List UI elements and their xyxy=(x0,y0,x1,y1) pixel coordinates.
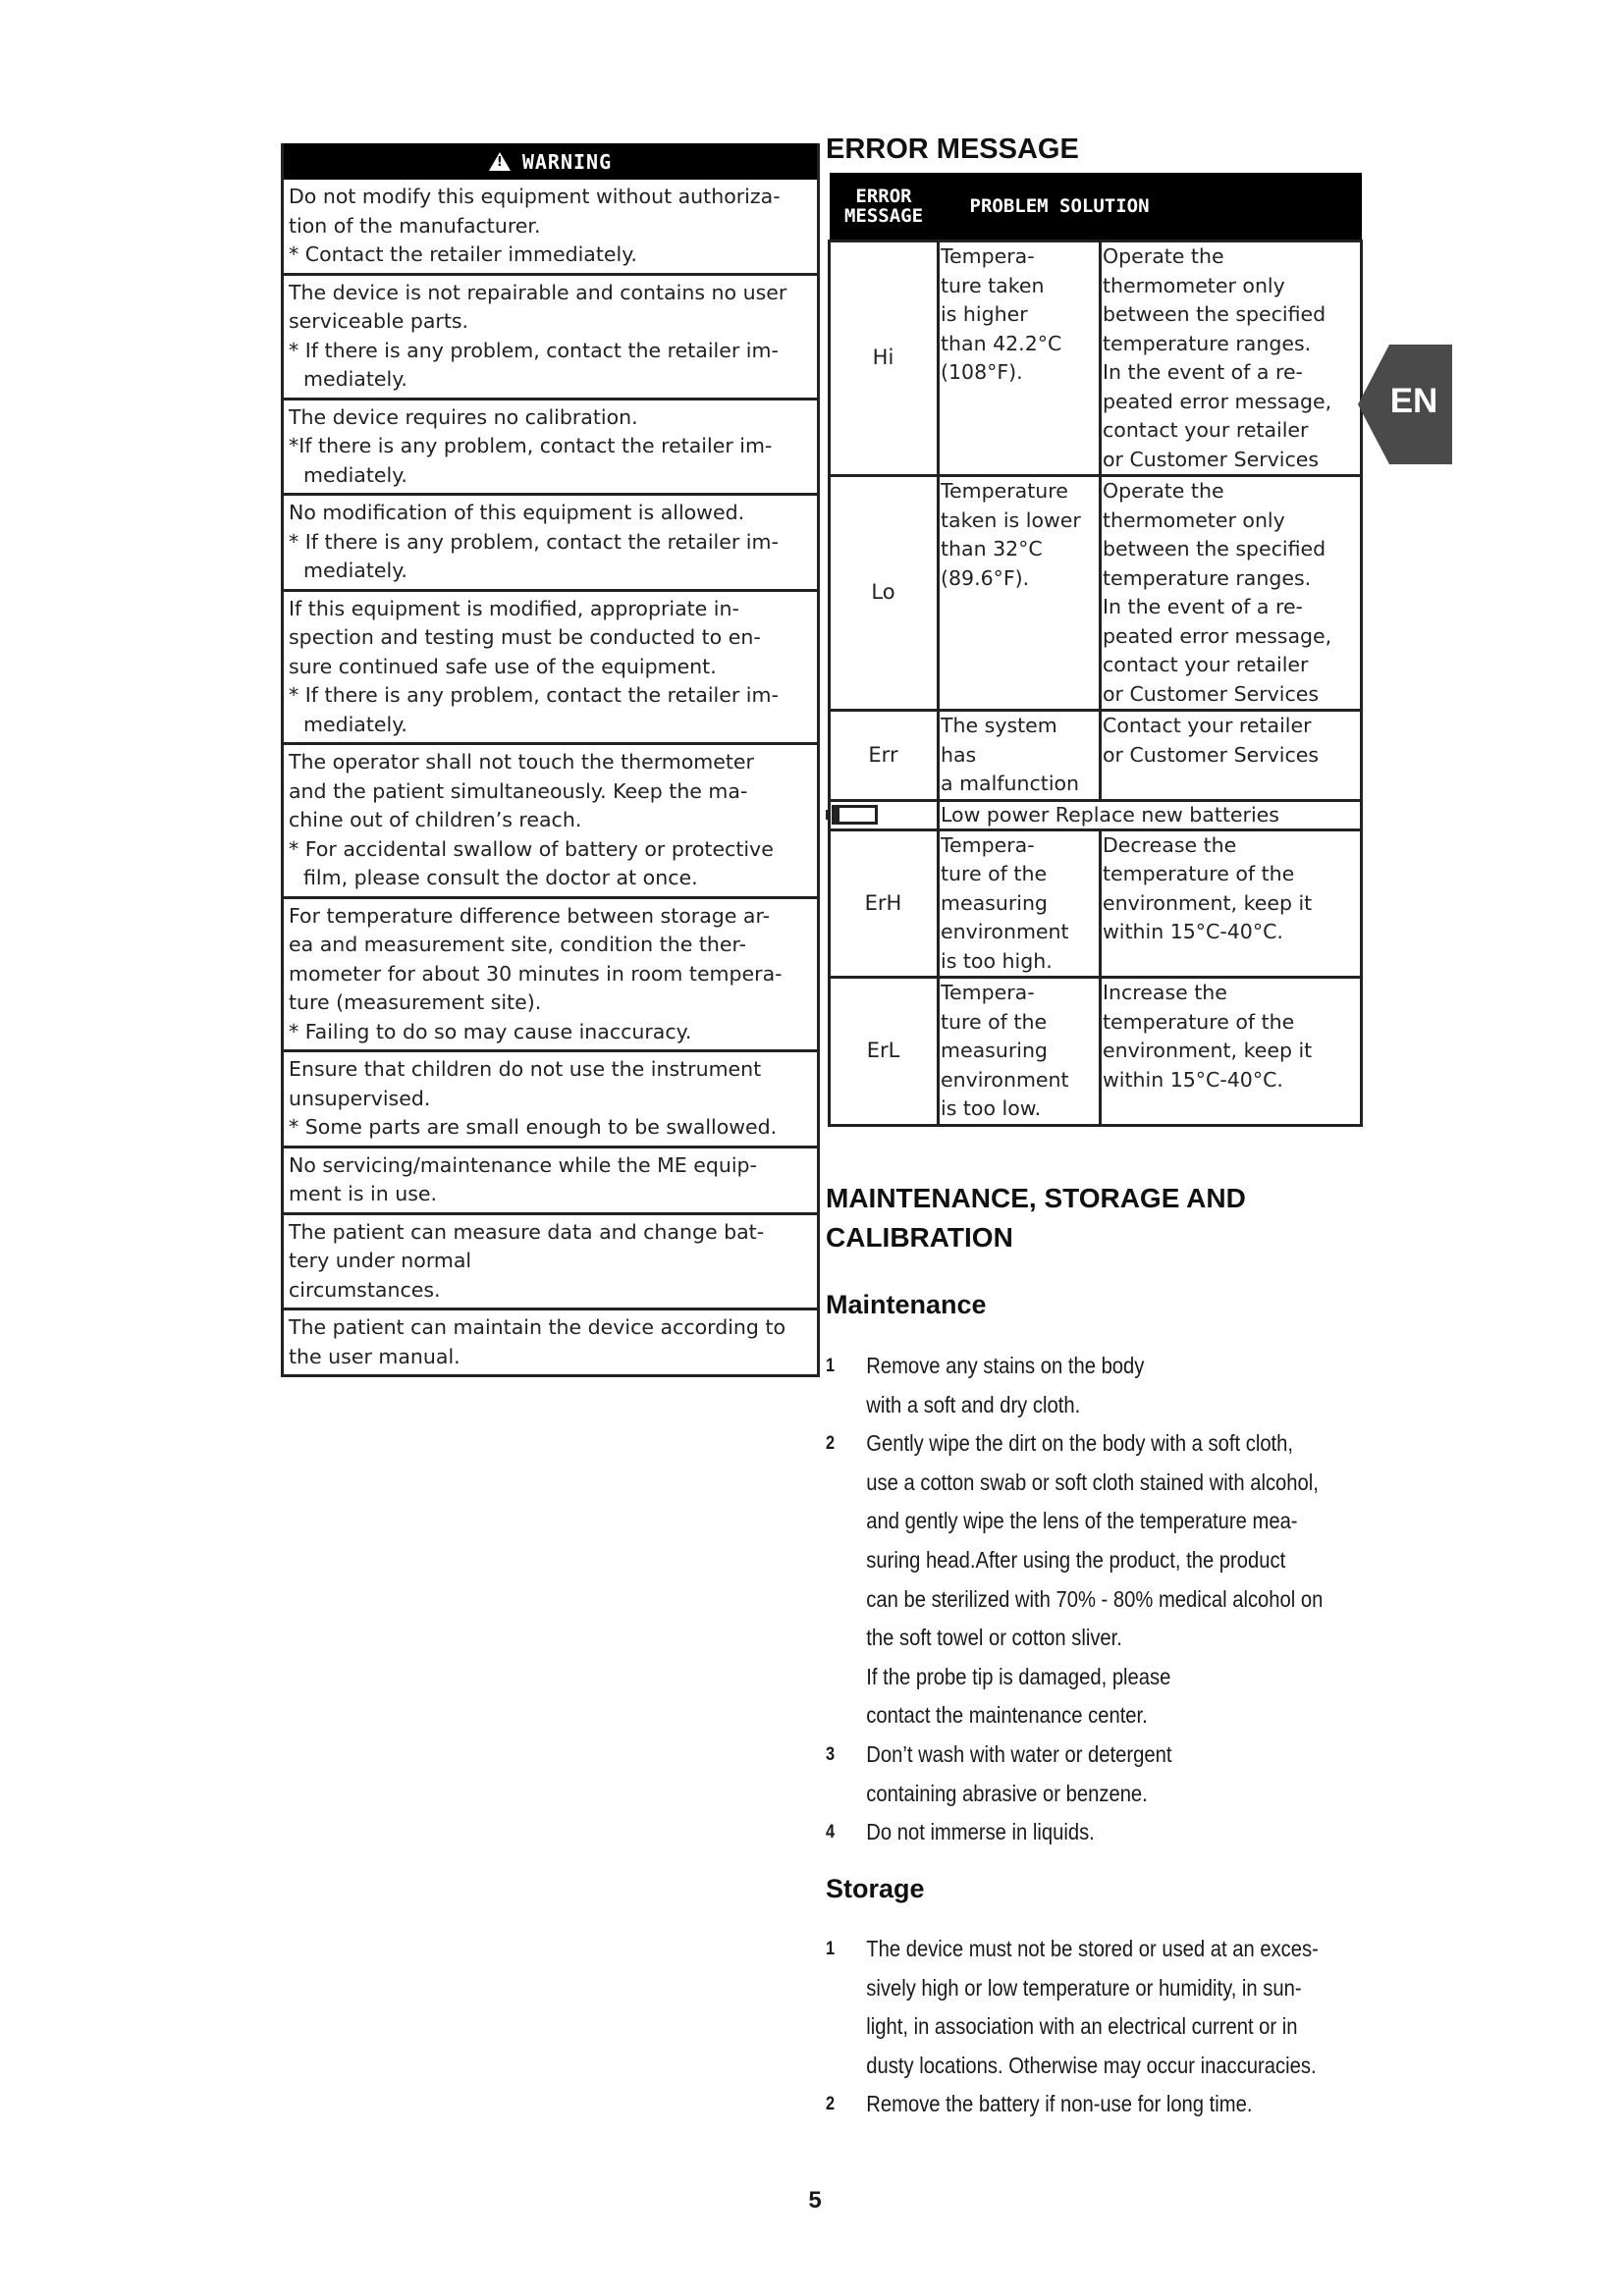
error-problem-cell xyxy=(939,711,1101,801)
solution-line: temperature of the xyxy=(1103,862,1295,885)
problem-line: ture taken xyxy=(941,273,1045,297)
error-code-cell: Hi xyxy=(830,241,939,476)
warning-text-line: * If there is any problem, contact the retailer im- xyxy=(289,683,779,707)
list-item-line: can be sterilized with 70% - 80% medical alcohol on xyxy=(866,1585,1324,1612)
error-solution-cell xyxy=(1101,241,1362,476)
solution-line: between the specified xyxy=(1103,302,1326,326)
problem-line: measuring xyxy=(941,1039,1048,1062)
error-solution-cell xyxy=(1101,978,1362,1126)
storage-heading: Storage xyxy=(826,1874,925,1903)
warning-text-line: * If there is any problem, contact the retailer im- xyxy=(289,529,779,554)
list-item-number: 2 xyxy=(826,1433,836,1455)
warning-row xyxy=(284,398,817,494)
warning-text-line: * Failing to do so may cause inaccuracy. xyxy=(289,1019,692,1043)
warning-row xyxy=(284,1049,817,1146)
warning-text-line: Do not modify this equipment without authoriza- xyxy=(289,185,781,208)
warning-text-line: The patient can maintain the device according to xyxy=(289,1315,786,1339)
list-item-line: contact the maintenance center. xyxy=(866,1702,1148,1729)
battery-icon xyxy=(832,805,878,825)
list-item-line: containing abrasive or benzene. xyxy=(866,1780,1148,1806)
language-tab xyxy=(1358,345,1452,464)
error-table-row xyxy=(830,978,1362,1126)
error-table-row xyxy=(830,800,1362,829)
solution-line: temperature ranges. xyxy=(1103,565,1312,590)
error-solution-cell xyxy=(1101,829,1362,978)
warning-rows xyxy=(284,180,817,1374)
solution-line: temperature of the xyxy=(1103,1009,1295,1034)
problem-line: (108°F). xyxy=(941,360,1023,384)
warning-text-line: No modification of this equipment is allowed. xyxy=(289,501,745,524)
warning-text-line: circumstances. xyxy=(289,1277,441,1302)
list-item-line: Do not immerse in liquids. xyxy=(866,1819,1095,1845)
solution-line: temperature ranges. xyxy=(1103,331,1312,355)
problem-line: measuring xyxy=(941,890,1048,915)
warning-triangle-icon xyxy=(489,152,511,171)
solution-line: Contact your retailer xyxy=(1103,714,1312,737)
error-problem-cell xyxy=(939,241,1101,476)
solution-line: within 15°C-40°C. xyxy=(1103,1067,1283,1092)
list-item xyxy=(826,1735,1299,1813)
solution-line: peated error message, xyxy=(1103,389,1332,413)
warning-text-line: tery under normal xyxy=(289,1249,472,1272)
list-item xyxy=(826,2085,1299,2124)
warning-header xyxy=(284,143,817,180)
list-item xyxy=(826,1930,1319,2085)
warning-text-line: mediately. xyxy=(303,367,407,391)
error-solution-cell xyxy=(1101,476,1362,711)
warning-text-line: Ensure that children do not use the instrument xyxy=(289,1057,762,1081)
warning-text-line: ment is in use. xyxy=(289,1182,438,1205)
problem-line: taken is lower xyxy=(941,507,1081,532)
error-table-header-code: ERROR MESSAGE xyxy=(830,173,939,241)
solution-line: thermometer only xyxy=(1103,507,1285,532)
warning-text-line: mediately. xyxy=(303,559,407,582)
error-message-table xyxy=(828,173,1363,1127)
maintenance-list xyxy=(826,1347,1324,1852)
warning-text-line: film, please consult the doctor at once. xyxy=(303,866,698,889)
warning-text-line: If this equipment is modified, appropriate in- xyxy=(289,596,739,620)
error-code-cell: Lo xyxy=(830,476,939,711)
warning-text-line: The device requires no calibration. xyxy=(289,404,638,429)
solution-line: thermometer only xyxy=(1103,273,1285,297)
warning-text-line: and the patient simultaneously. Keep the ma- xyxy=(289,778,748,803)
list-item xyxy=(826,1424,1324,1735)
list-item-line: light, in association with an electrical current or in xyxy=(866,2013,1298,2040)
error-table-row xyxy=(830,711,1362,801)
error-message-title: ERROR MESSAGE xyxy=(826,133,1079,165)
problem-line: than 42.2°C xyxy=(941,331,1062,355)
warning-row xyxy=(284,1308,817,1374)
error-problem-cell xyxy=(939,829,1101,978)
list-item-number: 2 xyxy=(826,2094,836,2115)
list-item-line: Remove any stains on the body xyxy=(866,1353,1145,1378)
error-code-cell: ErL xyxy=(830,978,939,1126)
problem-line: a malfunction xyxy=(941,772,1080,795)
problem-line: (89.6°F). xyxy=(941,565,1030,590)
list-item xyxy=(826,1813,1299,1852)
solution-line: contact your retailer xyxy=(1103,653,1309,676)
list-item-number: 4 xyxy=(826,1822,836,1843)
solution-line: In the event of a re- xyxy=(1103,595,1303,618)
error-code-cell xyxy=(830,800,939,829)
warning-row xyxy=(284,589,817,743)
solution-line: contact your retailer xyxy=(1103,418,1309,442)
problem-line: is too high. xyxy=(941,948,1053,973)
warning-text-line: For temperature difference between storage ar- xyxy=(289,903,770,928)
warning-text-line: The device is not repairable and contains no user xyxy=(289,280,787,304)
solution-line: Decrease the xyxy=(1103,832,1237,857)
list-item-line: and gently wipe the lens of the temperature mea- xyxy=(866,1508,1298,1534)
warning-text-line: * If there is any problem, contact the retailer im- xyxy=(289,338,779,362)
warning-row xyxy=(284,180,817,273)
list-item-line: sively high or low temperature or humidity, in sun- xyxy=(866,1974,1302,2001)
warning-text-line: sure continued safe use of the equipment. xyxy=(289,654,717,678)
warning-row xyxy=(284,896,817,1050)
error-code-cell: Err xyxy=(830,711,939,801)
problem-line: has xyxy=(941,742,977,767)
maintenance-heading: Maintenance xyxy=(826,1290,987,1319)
warning-text-line: mometer for about 30 minutes in room tempera- xyxy=(289,961,783,986)
solution-line: environment, keep it xyxy=(1103,890,1313,915)
language-tab-label: EN xyxy=(1389,382,1438,420)
solution-line: In the event of a re- xyxy=(1103,360,1303,384)
solution-line: or Customer Services xyxy=(1103,681,1320,706)
solution-line: or Customer Services xyxy=(1103,742,1320,767)
warning-text-line: unsupervised. xyxy=(289,1086,431,1110)
error-table-row xyxy=(830,241,1362,476)
list-item-line: If the probe tip is damaged, please xyxy=(866,1663,1171,1689)
solution-line: within 15°C-40°C. xyxy=(1103,920,1283,943)
warning-text-line: *If there is any problem, contact the retailer im- xyxy=(289,434,773,457)
warning-text-line: mediately. xyxy=(303,712,407,736)
warning-row xyxy=(284,273,817,398)
problem-line: environment xyxy=(941,920,1069,943)
error-problem-cell xyxy=(939,476,1101,711)
problem-line: than 32°C xyxy=(941,537,1043,561)
error-table-header-problem-solution: PROBLEM SOLUTION xyxy=(939,173,1362,241)
list-item-line: Don’t wash with water or detergent xyxy=(866,1740,1172,1767)
warning-table xyxy=(281,143,820,1377)
solution-line: peated error message, xyxy=(1103,623,1332,648)
solution-line: Operate the xyxy=(1103,244,1224,268)
problem-line: ture of the xyxy=(941,862,1048,885)
list-item-number: 3 xyxy=(826,1743,836,1765)
error-problem-cell xyxy=(939,978,1101,1126)
warning-text-line: the user manual. xyxy=(289,1344,460,1368)
storage-list xyxy=(826,1930,1319,2124)
error-table-header-row xyxy=(830,173,1362,241)
problem-line: Tempera- xyxy=(941,244,1035,268)
list-item-line: use a cotton swab or soft cloth stained with alcohol, xyxy=(866,1468,1319,1495)
warning-text-line: ea and measurement site, condition the ther- xyxy=(289,933,746,956)
warning-row xyxy=(284,742,817,896)
solution-line: between the specified xyxy=(1103,537,1326,561)
solution-line: Operate the xyxy=(1103,479,1224,503)
list-item-line: the soft towel or cotton sliver. xyxy=(866,1625,1122,1651)
error-solution-cell xyxy=(1101,711,1362,801)
warning-text-line: serviceable parts. xyxy=(289,309,469,333)
problem-line: ture of the xyxy=(941,1009,1048,1034)
error-table-row xyxy=(830,829,1362,978)
warning-text-line: tion of the manufacturer. xyxy=(289,213,541,238)
problem-line: Tempera- xyxy=(941,832,1035,857)
list-item-number: 1 xyxy=(826,1356,836,1376)
page-number: 5 xyxy=(808,2187,822,2214)
list-item xyxy=(826,1347,1299,1424)
solution-line: Increase the xyxy=(1103,981,1227,1004)
warning-text-line: No servicing/maintenance while the ME equip- xyxy=(289,1152,757,1177)
list-item-line: suring head.After using the product, the product xyxy=(866,1546,1286,1573)
warning-text-line: * For accidental swallow of battery or protective xyxy=(289,836,774,861)
warning-header-label: WARNING xyxy=(521,149,613,174)
warning-text-line: The operator shall not touch the thermometer xyxy=(289,750,754,774)
list-item-line: Gently wipe the dirt on the body with a soft cloth, xyxy=(866,1430,1294,1457)
warning-text-line: spection and testing must be conducted to en- xyxy=(289,625,761,649)
warning-row xyxy=(284,1212,817,1308)
warning-text-line: * Some parts are small enough to be swallowed. xyxy=(289,1115,778,1139)
list-item-number: 1 xyxy=(826,1939,836,1959)
low-power-cell: Low power Replace new batteries xyxy=(939,800,1362,829)
list-item-line: dusty locations. Otherwise may occur inaccuracies. xyxy=(866,2052,1317,2078)
problem-line: is higher xyxy=(941,302,1028,326)
solution-line: environment, keep it xyxy=(1103,1039,1313,1062)
warning-text-line: The patient can measure data and change bat- xyxy=(289,1219,765,1244)
error-table-body xyxy=(830,241,1362,1126)
list-item-line: Remove the battery if non-use for long time. xyxy=(866,2091,1253,2117)
problem-line: environment xyxy=(941,1067,1069,1092)
list-item-line: The device must not be stored or used at an exces- xyxy=(866,1936,1319,1961)
problem-line: Temperature xyxy=(941,479,1068,503)
warning-text-line: ture (measurement site). xyxy=(289,990,542,1014)
error-table-row xyxy=(830,476,1362,711)
warning-text-line: chine out of children’s reach. xyxy=(289,808,582,831)
maintenance-title: MAINTENANCE, STORAGE AND CALIBRATION xyxy=(826,1183,1246,1253)
problem-line: Tempera- xyxy=(941,981,1035,1004)
error-code-cell: ErH xyxy=(830,829,939,978)
problem-line: The system xyxy=(941,714,1057,737)
warning-text-line: mediately. xyxy=(303,462,407,487)
solution-line: or Customer Services xyxy=(1103,447,1320,471)
warning-row xyxy=(284,1146,817,1212)
list-item-line: with a soft and dry cloth. xyxy=(866,1391,1081,1417)
warning-text-line: * Contact the retailer immediately. xyxy=(289,242,637,266)
problem-line: is too low. xyxy=(941,1096,1042,1120)
warning-row xyxy=(284,493,817,589)
